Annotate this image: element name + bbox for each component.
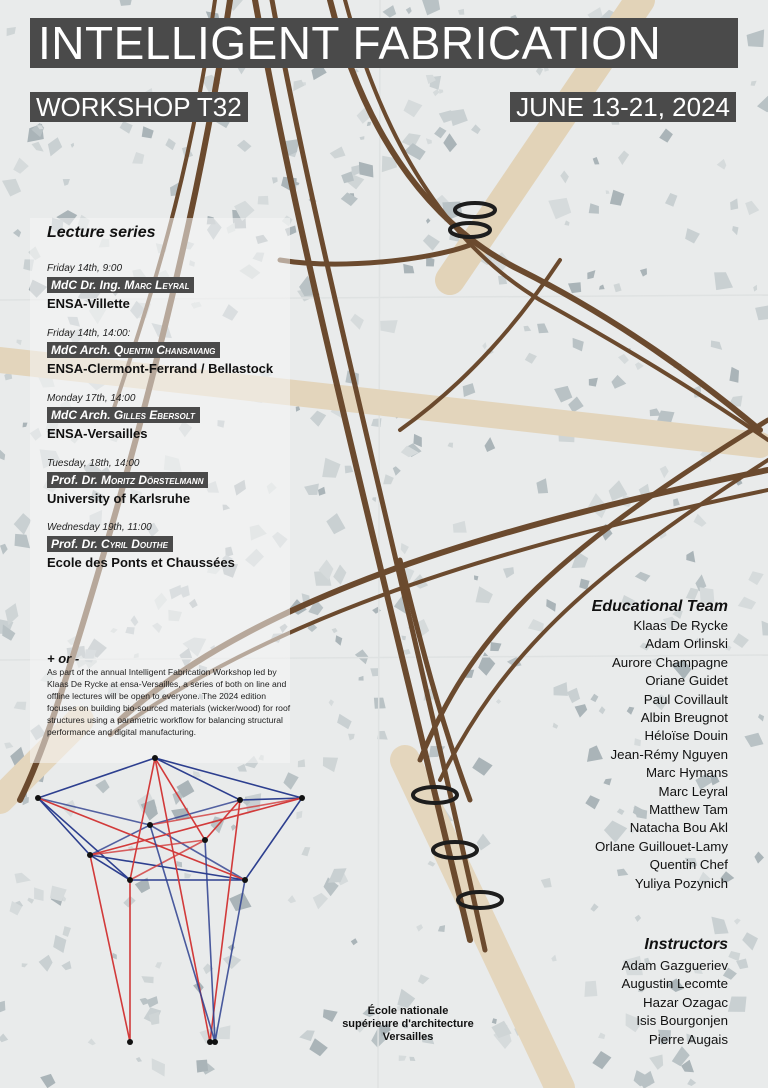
educational-team-title: Educational Team [591, 598, 728, 615]
lecturer-name: MdC Arch. Quentin Chansavang [47, 342, 220, 358]
workshop-dates: JUNE 13-21, 2024 [510, 92, 736, 122]
instructors-list [528, 957, 728, 1049]
lecture-institution: Ecole des Ponts et Chaussées [47, 555, 235, 570]
team-member: Héloïse Douin [644, 728, 728, 744]
school-line: École nationale [367, 1005, 449, 1017]
instructor: Pierre Augais [648, 1031, 728, 1047]
team-member: Klaas De Rycke [633, 618, 728, 633]
lecture-date: Wednesday 19th, 11:00 [47, 522, 152, 533]
lecture-series-title: Lecture series [47, 224, 156, 241]
instructor: Isis Bourgonjen [636, 1013, 728, 1029]
team-member: Albin Breugnot [640, 710, 728, 726]
team-member: Aurore Champagne [611, 654, 728, 670]
lecture-item [47, 263, 194, 311]
lecturer-name: Prof. Dr. Cyril Douthe [47, 536, 173, 552]
lecturer-name: MdC Dr. Ing. Marc Leyral [47, 277, 194, 293]
lecture-item [47, 328, 273, 376]
workshop-label: WORKSHOP T32 [30, 92, 248, 122]
lecture-date: Monday 17th, 14:00 [47, 393, 136, 404]
or-label: + or - [47, 651, 80, 666]
team-member: Marc Leyral [658, 783, 728, 799]
educational-team-list [528, 617, 728, 893]
parametric-structure-diagram [30, 750, 310, 1050]
instructors-title: Instructors [644, 936, 728, 953]
team-member: Quentin Chef [649, 857, 728, 873]
instructor: Hazar Ozagac [643, 994, 728, 1010]
team-member: Orlane Guillouet-Lamy [594, 838, 728, 854]
lecture-date: Friday 14th, 14:00: [47, 328, 131, 339]
lecture-item [47, 458, 208, 506]
lecture-item [47, 393, 200, 441]
team-member: Matthew Tam [649, 802, 728, 818]
team-member: Jean-Rémy Nguyen [610, 746, 728, 762]
instructor: Augustin Lecomte [621, 976, 728, 992]
team-member: Oriane Guidet [645, 673, 728, 689]
team-member: Natacha Bou Akl [629, 820, 728, 836]
lecture-institution: University of Karlsruhe [47, 491, 191, 506]
team-member: Paul Covillault [643, 691, 728, 707]
school-line: Versailles [382, 1031, 434, 1043]
team-member: Marc Hymans [645, 765, 728, 781]
lecture-date: Friday 14th, 9:00 [47, 263, 123, 274]
instructor: Adam Gazgueriev [621, 958, 728, 973]
school-line: supérieure d'architecture [342, 1018, 474, 1030]
lecture-institution: ENSA-Villette [47, 296, 130, 311]
poster-title: INTELLIGENT FABRICATION [30, 18, 738, 68]
lecture-institution: ENSA-Versailles [47, 426, 148, 441]
school-name [328, 1005, 488, 1044]
team-member: Adam Orlinski [645, 636, 728, 652]
lecturer-name: Prof. Dr. Moritz Dörstelmann [47, 472, 208, 488]
workshop-description: As part of the annual Intelligent Fabrication Workshop led by Klaas De Rycke at ensa-Versailles, a series of both on line and offline lectures will be open to everyone. The 2024 edition focuses on building bio-sourced materials (wicker/wood) for roof structures using a parametric workflow for balancing structural performance and digital manufacturing. [47, 667, 291, 737]
lecturer-name: MdC Arch. Gilles Ebersolt [47, 407, 200, 423]
lecture-institution: ENSA-Clermont-Ferrand / Bellastock [47, 361, 274, 376]
team-member: Yuliya Pozynich [634, 875, 728, 891]
lecture-date: Tuesday, 18th, 14:00 [47, 458, 140, 469]
lecture-item [47, 522, 235, 570]
